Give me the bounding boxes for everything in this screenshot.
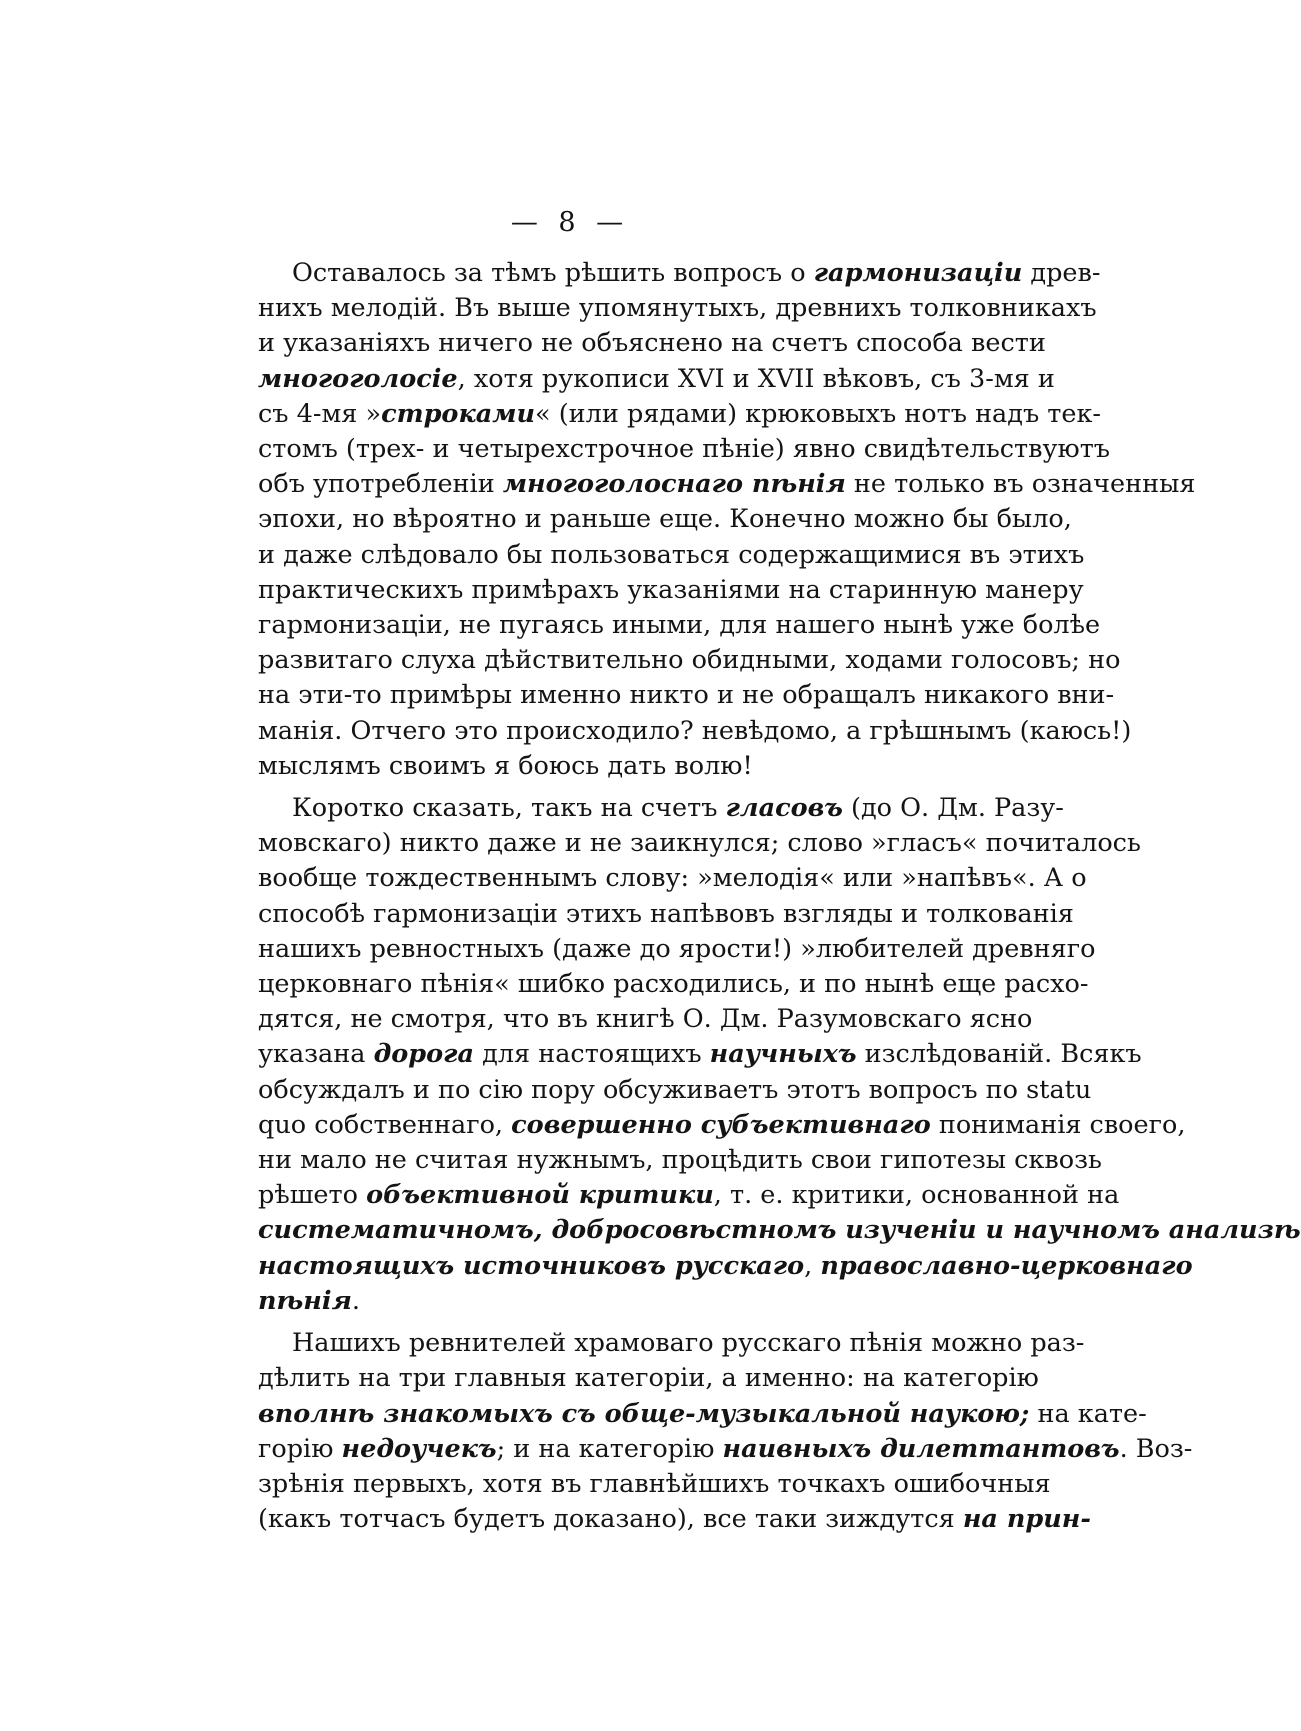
page-number: — 8 — xyxy=(510,207,630,238)
text-run: (какъ тотчасъ будетъ доказано), все таки зиждутся xyxy=(258,1504,963,1535)
text-line xyxy=(258,502,1072,537)
text-run: пониманія своего, xyxy=(930,1109,1186,1140)
emphasis-run: объективной критики xyxy=(366,1180,714,1211)
text-run: эпохи, но вѣроятно и раньше еще. Конечно можно бы было, xyxy=(258,504,1072,535)
text-run: ; и на категорію xyxy=(496,1433,723,1464)
emphasis-run: строками xyxy=(381,398,536,429)
text-run: на эти-то примѣры именно никто и не обращалъ никакого вни- xyxy=(258,680,1115,711)
emphasis-run: пѣнія xyxy=(258,1285,352,1316)
text-line xyxy=(258,1108,1186,1143)
text-line xyxy=(258,861,1087,896)
text-run: древ- xyxy=(1022,258,1101,288)
text-run: и даже слѣдовало бы пользоваться содержащимися въ этихъ xyxy=(258,539,1085,570)
text-run: мыслямъ своимъ я боюсь дать волю! xyxy=(258,750,753,781)
text-run: дѣлить на три главныя категоріи, а именно: на категорію xyxy=(258,1363,1039,1394)
text-run: дятся, не смотря, что въ книгѣ О. Дм. Разумовскаго ясно xyxy=(258,1004,1033,1035)
text-line xyxy=(258,643,1121,678)
text-run: практическихъ примѣрахъ указаніями на старинную манеру xyxy=(258,574,1084,605)
text-run: Оставалось за тѣмъ рѣшить вопросъ о xyxy=(292,258,814,288)
text-line xyxy=(258,1002,1033,1037)
text-line xyxy=(258,256,1101,291)
text-run: нашихъ ревностныхъ (даже до ярости!) »любителей древняго xyxy=(258,933,1096,964)
text-line xyxy=(258,1467,1051,1502)
text-line xyxy=(258,826,1141,861)
text-run: , хотя рукописи XVI и XVII вѣковъ, съ 3-мя и xyxy=(457,363,1055,394)
text-run: . Воз- xyxy=(1119,1433,1193,1464)
text-run: объ употребленіи xyxy=(258,469,503,500)
text-line xyxy=(258,714,1132,749)
text-line xyxy=(258,573,1084,608)
text-line xyxy=(258,608,1101,643)
text-line xyxy=(258,678,1115,713)
emphasis-run: дорога xyxy=(373,1039,475,1070)
text-run: указана xyxy=(258,1039,374,1070)
text-run: Коротко сказать, такъ на счетъ xyxy=(292,793,726,824)
text-line xyxy=(258,1284,1024,1319)
text-run: стомъ (трех- и четырехстрочное пѣніе) явно свидѣтельствуютъ xyxy=(258,434,1111,465)
text-run: гармонизаціи, не пугаясь иными, для нашего нынѣ уже болѣе xyxy=(258,610,1101,641)
paragraph xyxy=(258,791,1301,1319)
text-run: горію xyxy=(258,1433,342,1464)
text-run: изслѣдованій. Всякъ xyxy=(856,1039,1142,1070)
paragraph xyxy=(258,1326,1193,1537)
emphasis-run: многоголосіе xyxy=(258,363,458,394)
emphasis-run: научныхъ xyxy=(709,1039,857,1070)
text-run: съ 4-мя » xyxy=(258,398,382,429)
text-line xyxy=(258,749,1024,784)
paragraph xyxy=(258,256,1196,784)
text-run: и указаніяхъ ничего не объяснено на счетъ способа вести xyxy=(258,328,1046,359)
text-run: для настоящихъ xyxy=(474,1039,710,1070)
text-line xyxy=(258,1397,1147,1432)
text-run: развитаго слуха дѣйствительно обидными, ходами голосовъ; но xyxy=(258,645,1121,676)
text-run: церковнаго пѣнія« шибко расходились, и по нынѣ еще расхо- xyxy=(258,969,1089,1000)
text-line xyxy=(258,1178,1120,1213)
text-run: мовскаго) никто даже и не заикнулся; слово »гласъ« почиталось xyxy=(258,828,1141,859)
text-line xyxy=(258,791,1064,826)
text-run: « (или рядами) крюковыхъ нотъ надъ тек- xyxy=(535,398,1102,429)
text-line xyxy=(258,432,1111,467)
text-run: способѣ гармонизаціи этихъ напѣвовъ взгляды и толкованія xyxy=(258,898,1074,929)
emphasis-run: настоящихъ источниковъ русскаго xyxy=(258,1250,805,1281)
text-line xyxy=(258,1249,1193,1284)
body-text xyxy=(258,256,1301,1537)
text-run: вообще тождественнымъ слову: »мелодія« или »напѣвъ«. А о xyxy=(258,863,1087,894)
text-line xyxy=(258,1073,1092,1108)
text-line xyxy=(258,362,1055,397)
text-line xyxy=(258,1432,1193,1467)
text-run: , xyxy=(804,1250,821,1281)
text-run: не только въ означенныя xyxy=(845,469,1196,500)
text-line xyxy=(258,1143,1102,1178)
text-run: манія. Отчего это происходило? невѣдомо, а грѣшнымъ (каюсь!) xyxy=(258,715,1132,746)
text-run: (до О. Дм. Разу- xyxy=(842,793,1064,824)
text-run: quo собственнаго, xyxy=(258,1109,512,1140)
text-line xyxy=(258,1361,1039,1396)
text-line xyxy=(258,932,1096,967)
text-run: . xyxy=(351,1285,360,1316)
text-line xyxy=(258,326,1046,361)
emphasis-run: на прин- xyxy=(962,1504,1091,1535)
emphasis-run: многоголоснаго пѣнія xyxy=(502,469,846,500)
text-line xyxy=(258,1326,1085,1361)
text-line xyxy=(258,1037,1142,1072)
text-run: зрѣнія первыхъ, хотя въ главнѣйшихъ точкахъ ошибочныя xyxy=(258,1468,1051,1499)
emphasis-run: гармонизаціи xyxy=(813,258,1023,288)
text-run: , т. е. критики, основанной на xyxy=(713,1180,1120,1211)
text-line xyxy=(258,967,1089,1002)
text-line xyxy=(258,897,1074,932)
text-run: рѣшето xyxy=(258,1180,367,1211)
text-line xyxy=(258,291,1097,326)
text-run: ни мало не считая нужнымъ, процѣдить свои гипотезы сквозь xyxy=(258,1145,1102,1176)
text-run: на кате- xyxy=(1029,1398,1147,1429)
emphasis-run: совершенно субъективнаго xyxy=(511,1109,931,1140)
text-line xyxy=(258,1502,1091,1537)
emphasis-run: вполнѣ знакомыхъ съ обще-музыкальной наукою; xyxy=(258,1398,1030,1429)
text-run: нихъ мелодій. Въ выше упомянутыхъ, древнихъ толковникахъ xyxy=(258,293,1097,324)
emphasis-run: наивныхъ дилеттантовъ xyxy=(722,1433,1120,1464)
text-line xyxy=(258,467,1196,502)
text-line xyxy=(258,397,1102,432)
emphasis-run: недоучекъ xyxy=(341,1433,497,1464)
text-line xyxy=(258,538,1085,573)
emphasis-run: систематичномъ, добросовѣстномъ изученіи и научномъ анализѣ xyxy=(258,1215,1301,1246)
emphasis-run: гласовъ xyxy=(725,793,843,824)
text-line xyxy=(258,1213,1301,1248)
text-run: Нашихъ ревнителей храмоваго русскаго пѣнія можно раз- xyxy=(292,1328,1085,1359)
emphasis-run: православно-церковнаго xyxy=(820,1250,1193,1281)
text-run: обсуждалъ и по сію пору обсуживаетъ этотъ вопросъ по statu xyxy=(258,1074,1092,1105)
